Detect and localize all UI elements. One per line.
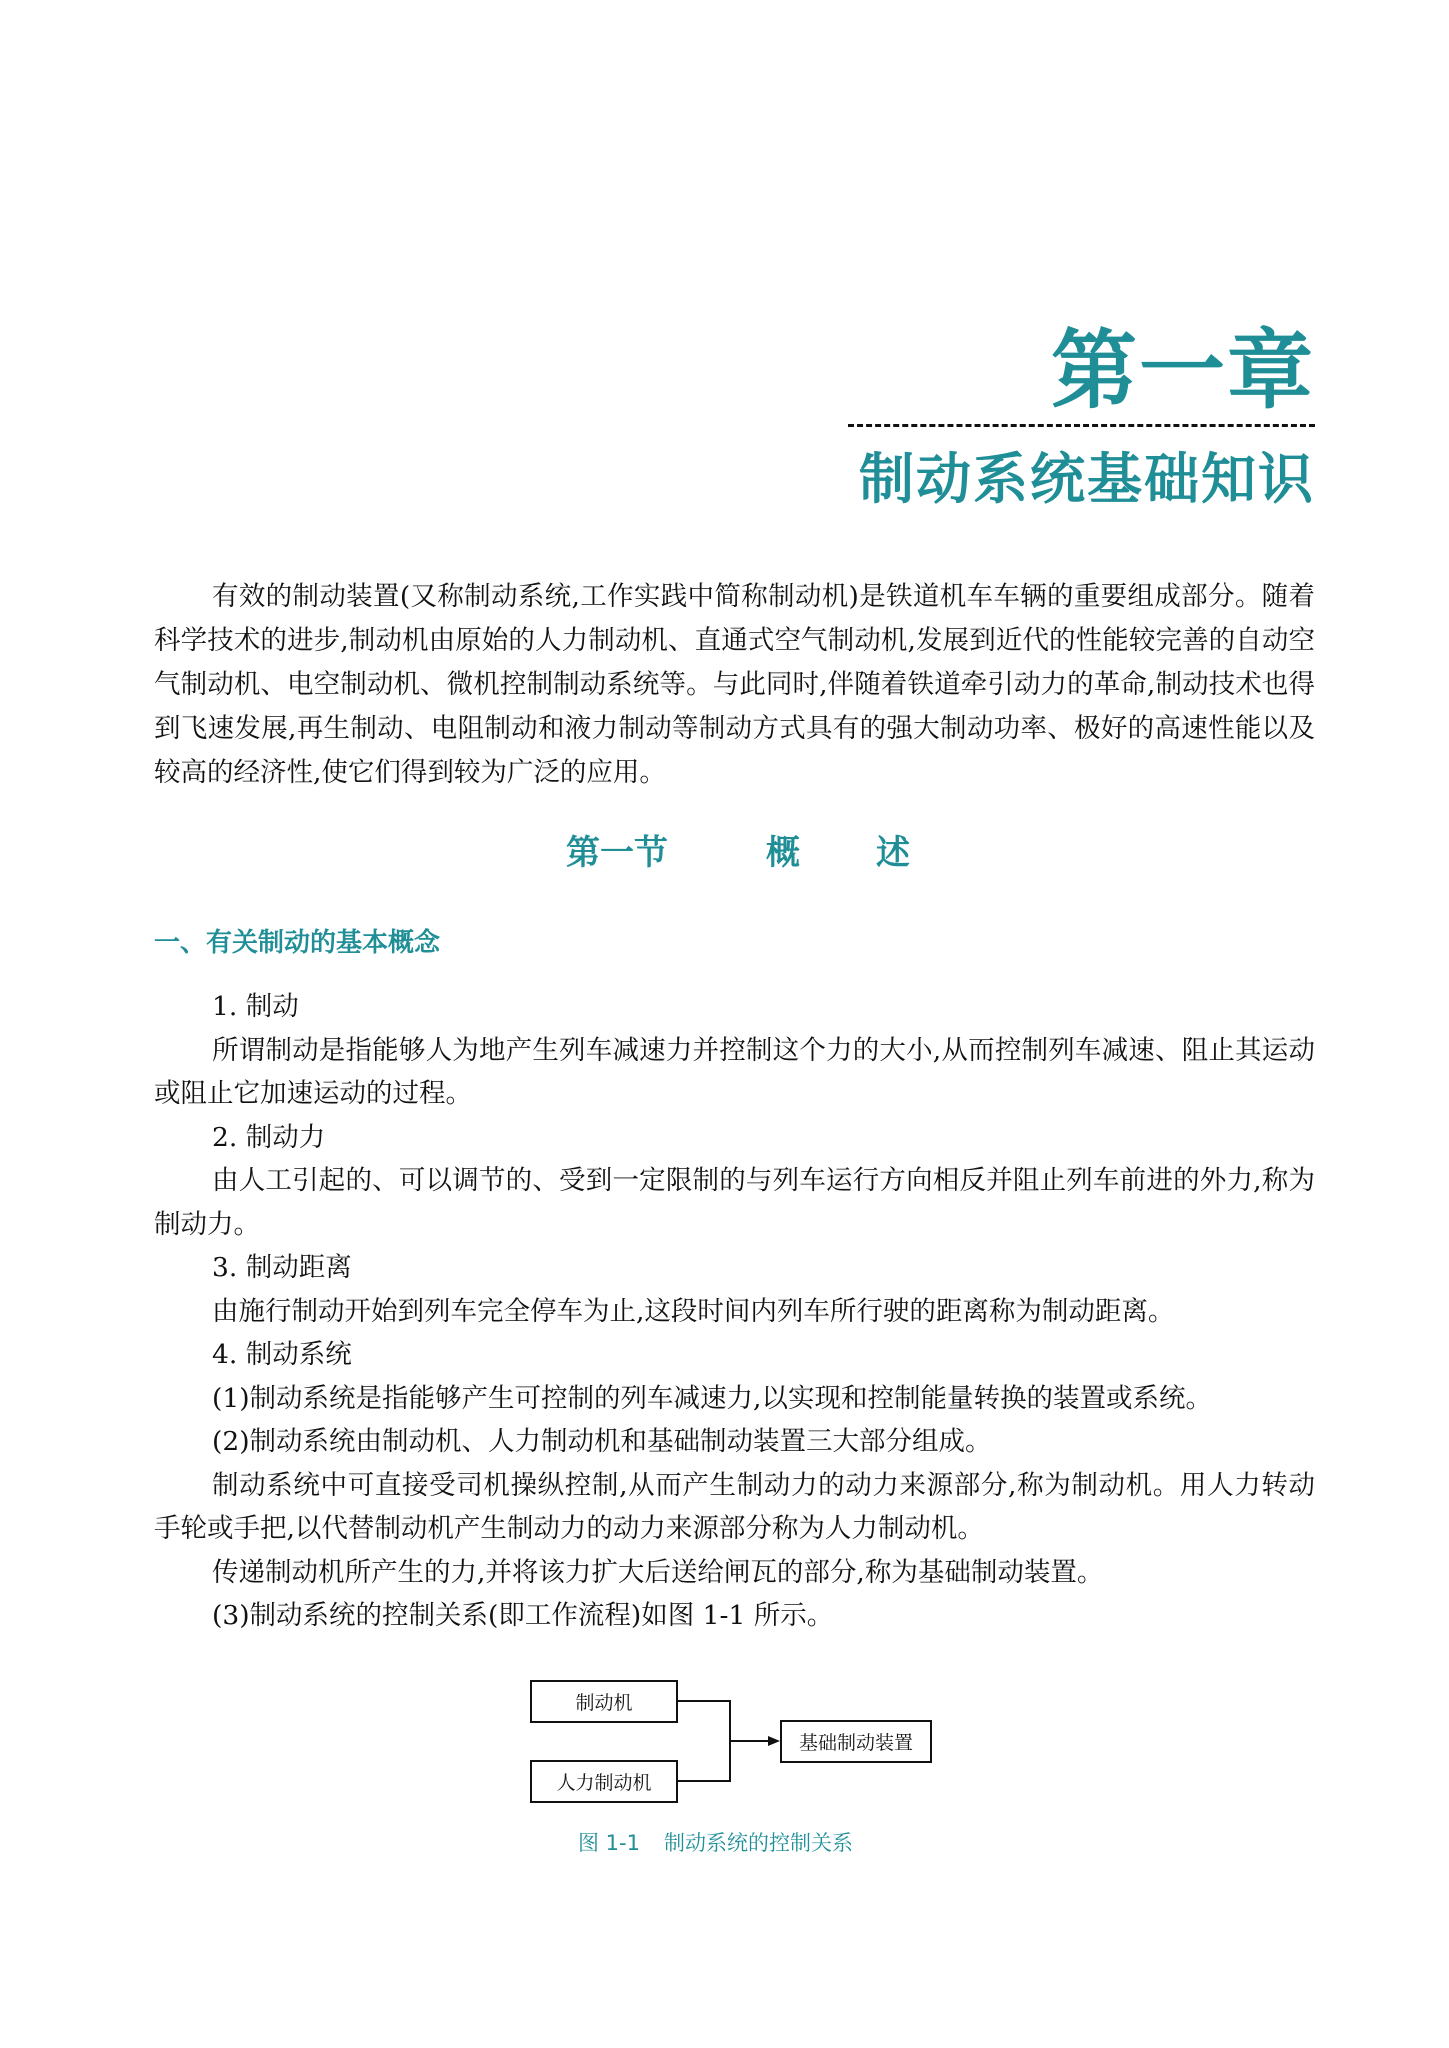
section-number: 第一节 xyxy=(566,833,668,873)
item-heading-braking-distance: 3. 制动距离 xyxy=(212,1252,352,1283)
section-heading xyxy=(566,833,910,873)
chapter-number: 第一章 xyxy=(1051,320,1315,421)
paragraph-braking-definition: 所谓制动是指能够人为地产生列车减速力并控制这个力的大小,从而控制列车减速、阻止其运动或阻止它加速运动的过程。 xyxy=(154,1034,1315,1109)
figure-number: 图 1-1 xyxy=(578,1831,640,1855)
paragraph-foundation-definition: 传递制动机所产生的力,并将该力扩大后送给闸瓦的部分,称为基础制动装置。 xyxy=(212,1556,1104,1588)
section-title-char-1: 概 xyxy=(766,833,800,873)
figure-title: 制动系统的控制关系 xyxy=(663,1831,853,1855)
paragraph-system-point-3: (3)制动系统的控制关系(即工作流程)如图 1-1 所示。 xyxy=(212,1600,834,1631)
body-text xyxy=(154,985,1315,1638)
paragraph-system-point-2: (2)制动系统由制动机、人力制动机和基础制动装置三大部分组成。 xyxy=(212,1426,992,1457)
item-heading-braking: 1. 制动 xyxy=(212,991,299,1022)
control-relation-diagram xyxy=(530,1680,950,1815)
diagram-box-hand-brake: 人力制动机 xyxy=(530,1760,678,1803)
chapter-divider xyxy=(848,424,1315,427)
paragraph-braking-force-definition: 由人工引起的、可以调节的、受到一定限制的与列车运行方向相反并阻止列车前进的外力,称为制动力。 xyxy=(154,1165,1315,1240)
item-heading-braking-force: 2. 制动力 xyxy=(212,1121,326,1153)
paragraph-system-point-1: (1)制动系统是指能够产生可控制的列车减速力,以实现和控制能量转换的装置或系统。 xyxy=(212,1382,1212,1414)
figure-caption xyxy=(578,1833,853,1854)
chapter-title: 制动系统基础知识 xyxy=(858,447,1315,511)
paragraph-brake-definition: 制动系统中可直接受司机操纵控制,从而产生制动力的动力来源部分,称为制动机。用人力转动手轮或手把,以代替制动机产生制动力的动力来源部分称为人力制动机。 xyxy=(154,1469,1315,1544)
intro-paragraph: 有效的制动装置(又称制动系统,工作实践中简称制动机)是铁道机车车辆的重要组成部分。随着科学技术的进步,制动机由原始的人力制动机、直通式空气制动机,发展到近代的性能较完善的自动空气制动机、电空制动机、微机控制制动系统等。与此同时,伴随着铁道牵引动力的革命,制动技术也得到飞速发展,再生制动、电阻制动和液力制动等制动方式具有的强大制动功率、极好的高速性能以及较高的经济性,使它们得到较为广泛的应用。 xyxy=(154,581,1315,788)
diagram-box-foundation-brake: 基础制动装置 xyxy=(780,1720,932,1763)
subheading: 一、有关制动的基本概念 xyxy=(154,928,441,958)
item-heading-braking-system: 4. 制动系统 xyxy=(212,1339,352,1370)
section-title-char-2: 述 xyxy=(876,833,910,873)
diagram-box-brake: 制动机 xyxy=(530,1680,678,1723)
arrow-head-icon xyxy=(768,1736,780,1746)
paragraph-braking-distance-definition: 由施行制动开始到列车完全停车为止,这段时间内列车所行驶的距离称为制动距离。 xyxy=(212,1295,1175,1327)
